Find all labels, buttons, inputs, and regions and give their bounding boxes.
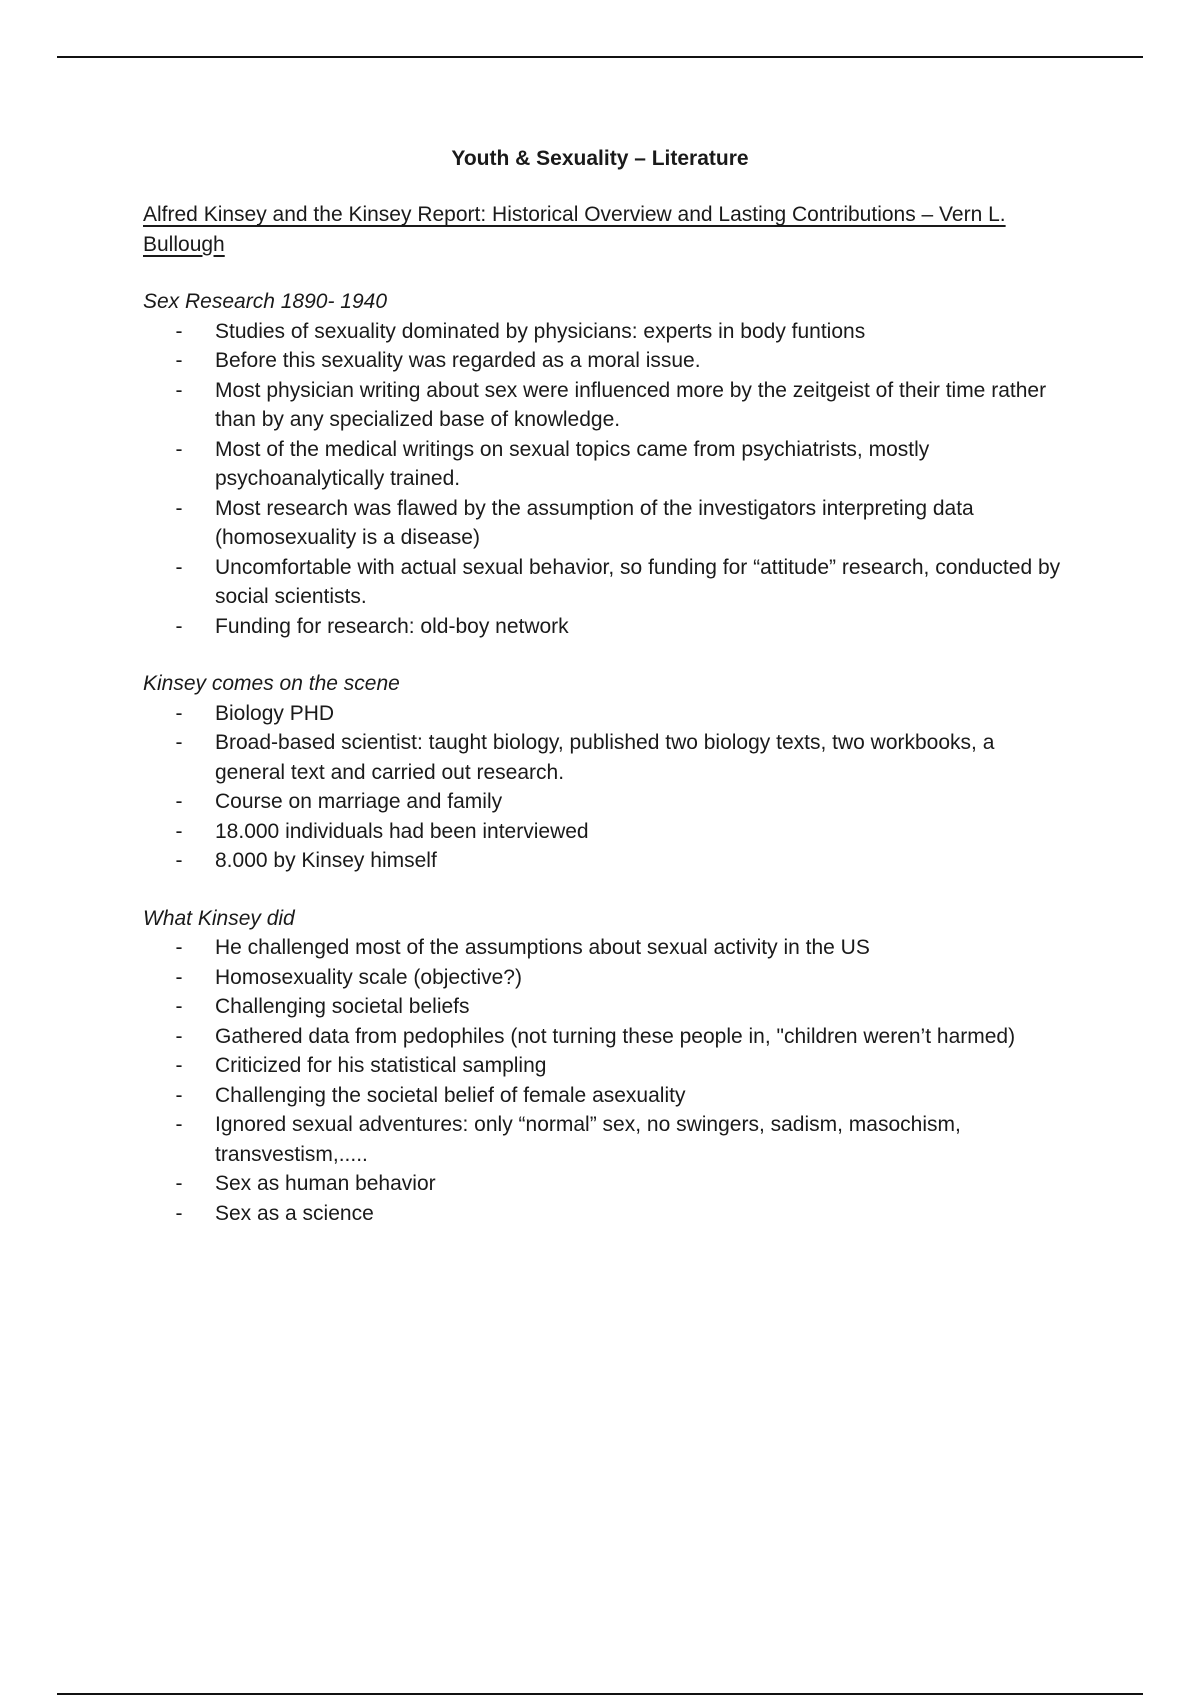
list-item (143, 612, 1063, 642)
bullet-text: Criticized for his statistical sampling (215, 1054, 547, 1077)
bullet-marker: - (175, 555, 183, 579)
bullet-marker: - (175, 1172, 183, 1195)
source-title: Alfred Kinsey and the Kinsey Report: Historical Overview and Lasting Contributions – Vern L. Bullough (143, 203, 1006, 256)
bullet-text: Most physician writing about sex were influenced more by the zeitgeist of their time rather than by any specialized base of knowledge. (215, 378, 1047, 431)
list-item (143, 992, 1063, 1022)
bullet-text: Course on marriage and family (215, 790, 503, 813)
bullet-text: Ignored sexual adventures: only “normal” sex, no swingers, sadism, masochism, transvestism,..... (215, 1113, 961, 1166)
bullet-marker: - (175, 965, 183, 989)
bottom-rule (57, 1693, 1143, 1695)
list-item (143, 1110, 1063, 1169)
list-item (143, 1169, 1063, 1199)
bullet-marker: - (175, 1024, 183, 1048)
section-heading: Sex Research 1890- 1940 (143, 290, 387, 313)
bullet-marker: - (175, 849, 183, 872)
bullet-marker: - (175, 995, 183, 1018)
sections-container (143, 287, 1063, 1228)
section-heading: Kinsey comes on the scene (143, 672, 400, 695)
list-item (143, 317, 1063, 347)
bullet-text: Uncomfortable with actual sexual behavior, so funding for “attitude” research, conducted by social scientists. (215, 555, 1061, 608)
list-item (143, 1081, 1063, 1111)
bullet-marker: - (175, 614, 183, 638)
bullet-text: Most of the medical writings on sexual topics came from psychiatrists, mostly psychoanalytically trained. (215, 437, 930, 490)
bullet-text: Biology PHD (215, 701, 335, 725)
bullet-marker: - (175, 819, 183, 843)
bullet-marker: - (175, 936, 183, 959)
bullet-list (143, 317, 1063, 642)
top-rule (57, 56, 1143, 58)
bullet-marker: - (175, 701, 183, 725)
bullet-marker: - (175, 1054, 183, 1077)
bullet-text: Sex as human behavior (215, 1172, 436, 1195)
bullet-text: Homosexuality scale (objective?) (215, 965, 522, 989)
bullet-text: Most research was flawed by the assumption of the investigators interpreting data (homosexuality is a disease) (215, 496, 974, 549)
list-item (143, 933, 1063, 963)
list-item (143, 494, 1063, 553)
list-item (143, 553, 1063, 612)
document-body (143, 200, 1063, 1256)
section-heading: What Kinsey did (143, 906, 295, 930)
bullet-marker: - (175, 378, 183, 402)
list-item (143, 346, 1063, 376)
bullet-text: He challenged most of the assumptions about sexual activity in the US (215, 936, 870, 959)
bullet-list (143, 699, 1063, 876)
list-item (143, 1051, 1063, 1081)
bullet-text: Challenging societal beliefs (215, 995, 470, 1018)
bullet-marker: - (175, 1113, 183, 1136)
list-item (143, 728, 1063, 787)
bullet-text: Challenging the societal belief of female asexuality (215, 1083, 686, 1107)
list-item (143, 1022, 1063, 1052)
bullet-text: Before this sexuality was regarded as a moral issue. (215, 349, 701, 372)
bullet-text: 8.000 by Kinsey himself (215, 849, 437, 872)
list-item (143, 846, 1063, 876)
bullet-marker: - (175, 1083, 183, 1107)
bullet-text: Gathered data from pedophiles (not turning these people in, "children weren’t harmed) (215, 1024, 1016, 1048)
bullet-marker: - (175, 731, 183, 754)
bullet-marker: - (175, 1201, 183, 1225)
bullet-marker: - (175, 437, 183, 461)
bullet-text: Broad-based scientist: taught biology, published two biology texts, two workbooks, a general text and carried out research. (215, 731, 995, 784)
bullet-marker: - (175, 496, 183, 520)
list-item (143, 963, 1063, 993)
bullet-text: Studies of sexuality dominated by physicians: experts in body funtions (215, 319, 866, 343)
list-item (143, 699, 1063, 729)
bullet-text: 18.000 individuals had been interviewed (215, 819, 589, 843)
bullet-marker: - (175, 790, 183, 813)
list-item (143, 435, 1063, 494)
document-title: Youth & Sexuality – Literature (451, 147, 749, 170)
bullet-text: Funding for research: old-boy network (215, 614, 569, 638)
bullet-list (143, 933, 1063, 1228)
list-item (143, 376, 1063, 435)
bullet-marker: - (175, 319, 183, 343)
bullet-marker: - (175, 349, 183, 372)
list-item (143, 787, 1063, 817)
list-item (143, 817, 1063, 847)
list-item (143, 1199, 1063, 1229)
bullet-text: Sex as a science (215, 1201, 374, 1225)
